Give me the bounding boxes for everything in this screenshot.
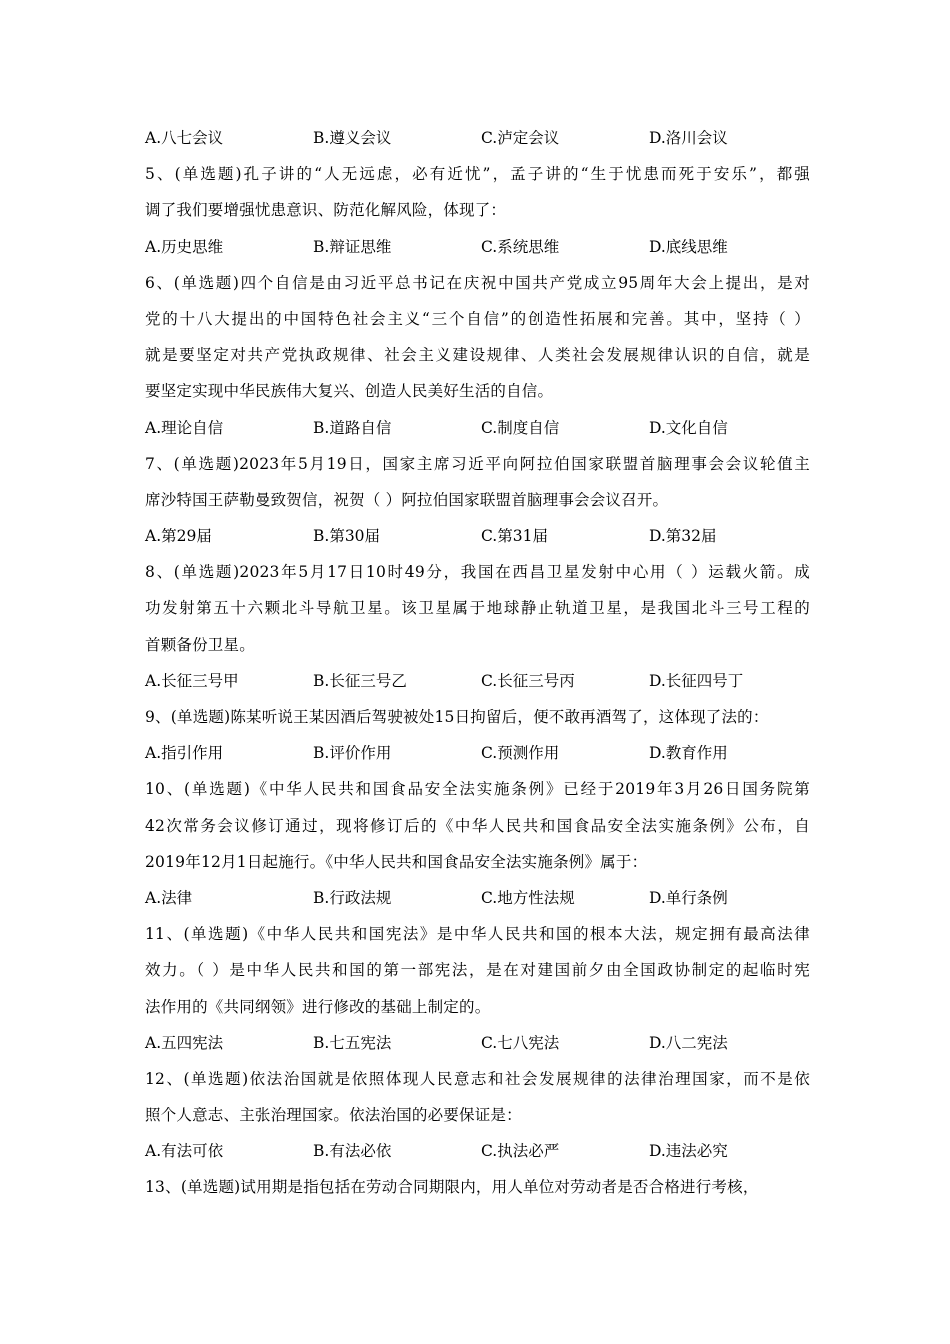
q4-options — [145, 120, 810, 156]
q10-option-d: D.单行条例 — [649, 888, 728, 907]
q12-option-b: B.有法必依 — [313, 1142, 392, 1161]
question-12 — [145, 1061, 810, 1170]
q11-option-d: D.八二宪法 — [649, 1033, 728, 1052]
q9-option-a: A.指引作用 — [145, 744, 224, 763]
question-10 — [145, 771, 810, 916]
question-9 — [145, 699, 810, 771]
q6-option-b: B.道路自信 — [313, 418, 392, 437]
q11-option-a: A.五四宪法 — [145, 1033, 224, 1052]
q4-option-c: C.泸定会议 — [481, 129, 560, 147]
q8-option-a: A.长征三号甲 — [145, 671, 239, 690]
q8-text-line: 首颗备份卫星。 — [145, 635, 255, 654]
q12-options — [145, 1133, 810, 1169]
q12-option-c: C.执法必严 — [481, 1142, 560, 1161]
q12-text-line: 12、(单选题)依法治国就是依照体现人民意志和社会发展规律的法律治理国家，而不是依 — [145, 1069, 810, 1088]
q4-option-b: B.遵义会议 — [313, 129, 392, 147]
q6-text-line: 党的十八大提出的中国特色社会主义“三个自信”的创造性拓展和完善。其中，坚持（ ） — [145, 309, 810, 328]
q9-text-line: 9、(单选题)陈某听说王某因酒后驾驶被处15日拘留后，便不敢再酒驾了，这体现了法的： — [145, 708, 769, 726]
q11-option-c: C.七八宪法 — [481, 1033, 560, 1052]
q11-text-line: 11、(单选题)《中华人民共和国宪法》是中华人民共和国的根本大法，规定拥有最高法律 — [145, 925, 810, 944]
q8-options — [145, 663, 810, 699]
q5-option-a: A.历史思维 — [145, 237, 224, 256]
q12-option-d: D.违法必究 — [649, 1142, 728, 1161]
question-7 — [145, 446, 810, 555]
q12-option-a: A.有法可依 — [145, 1142, 224, 1161]
q6-text-line: 就是要坚定对共产党执政规律、社会主义建设规律、人类社会发展规律认识的自信，就是 — [145, 346, 810, 365]
q4-option-d: D.洛川会议 — [649, 129, 728, 147]
q7-option-c: C.第31届 — [481, 527, 548, 546]
question-11 — [145, 916, 810, 1061]
q9-option-b: B.评价作用 — [313, 744, 392, 763]
q10-option-c: C.地方性法规 — [481, 888, 575, 907]
q12-text-line: 照个人意志、主张治理国家。依法治国的必要保证是： — [145, 1106, 522, 1125]
q8-text-line: 功发射第五十六颗北斗导航卫星。该卫星属于地球静止轨道卫星，是我国北斗三号工程的 — [145, 599, 810, 618]
q6-text-line: 要坚定实现中华民族伟大复兴、创造人民美好生活的自信。 — [145, 382, 554, 401]
q8-option-d: D.长征四号丁 — [649, 671, 744, 690]
q9-options — [145, 735, 810, 771]
q11-text-line: 效力。（ ）是中华人民共和国的第一部宪法，是在对建国前夕由全国政协制定的起临时宪 — [145, 961, 810, 980]
q7-option-d: D.第32届 — [649, 527, 717, 546]
q8-option-c: C.长征三号丙 — [481, 671, 575, 690]
q8-option-b: B.长征三号乙 — [313, 671, 407, 690]
q5-option-d: D.底线思维 — [649, 237, 728, 256]
q7-text-line: 席沙特国王萨勒曼致贺信，祝贺（ ）阿拉伯国家联盟首脑理事会会议召开。 — [145, 490, 669, 509]
q11-option-b: B.七五宪法 — [313, 1033, 392, 1052]
q10-option-b: B.行政法规 — [313, 888, 392, 907]
q7-option-a: A.第29届 — [145, 527, 212, 546]
q10-text-line: 10、(单选题)《中华人民共和国食品安全法实施条例》已经于2019年3月26日国务院第 — [145, 780, 810, 799]
q5-options — [145, 229, 810, 265]
q7-text-line: 7、(单选题)2023年5月19日，国家主席习近平向阿拉伯国家联盟首脑理事会会议轮值主 — [145, 454, 810, 473]
q13-text-line: 13、(单选题)试用期是指包括在劳动合同期限内，用人单位对劳动者是否合格进行考核， — [145, 1178, 759, 1197]
question-8 — [145, 554, 810, 699]
q8-text-line: 8、(单选题)2023年5月17日10时49分，我国在西昌卫星发射中心用（ ）运载火箭。成 — [145, 563, 810, 582]
q6-option-a: A.理论自信 — [145, 418, 224, 437]
q4-option-a: A.八七会议 — [145, 129, 224, 147]
q10-text-line: 2019年12月1日起施行。《中华人民共和国食品安全法实施条例》属于： — [145, 852, 648, 871]
q11-text-line: 法作用的《共同纲领》进行修改的基础上制定的。 — [145, 997, 491, 1016]
q5-option-c: C.系统思维 — [481, 237, 560, 256]
q11-options — [145, 1025, 810, 1061]
q6-option-d: D.文化自信 — [649, 418, 728, 437]
question-6 — [145, 265, 810, 446]
q7-option-b: B.第30届 — [313, 527, 381, 546]
q5-text-line: 5、(单选题)孔子讲的“人无远虑，必有近忧”，孟子讲的“生于忧患而死于安乐”，都强 — [145, 165, 810, 184]
q10-option-a: A.法律 — [145, 888, 193, 907]
q9-option-c: C.预测作用 — [481, 744, 560, 763]
q5-option-b: B.辩证思维 — [313, 237, 392, 256]
question-5 — [145, 156, 810, 265]
q6-option-c: C.制度自信 — [481, 418, 560, 437]
q6-options — [145, 410, 810, 446]
q10-text-line: 42次常务会议修订通过，现将修订后的《中华人民共和国食品安全法实施条例》公布，自 — [145, 816, 810, 835]
q10-options — [145, 880, 810, 916]
q5-text-line: 调了我们要增强忧患意识、防范化解风险，体现了： — [145, 201, 507, 220]
q7-options — [145, 518, 810, 554]
q6-text-line: 6、(单选题)四个自信是由习近平总书记在庆祝中国共产党成立95周年大会上提出，是对 — [145, 273, 810, 292]
q9-option-d: D.教育作用 — [649, 744, 728, 763]
question-list — [145, 120, 810, 1206]
question-13 — [145, 1169, 810, 1205]
